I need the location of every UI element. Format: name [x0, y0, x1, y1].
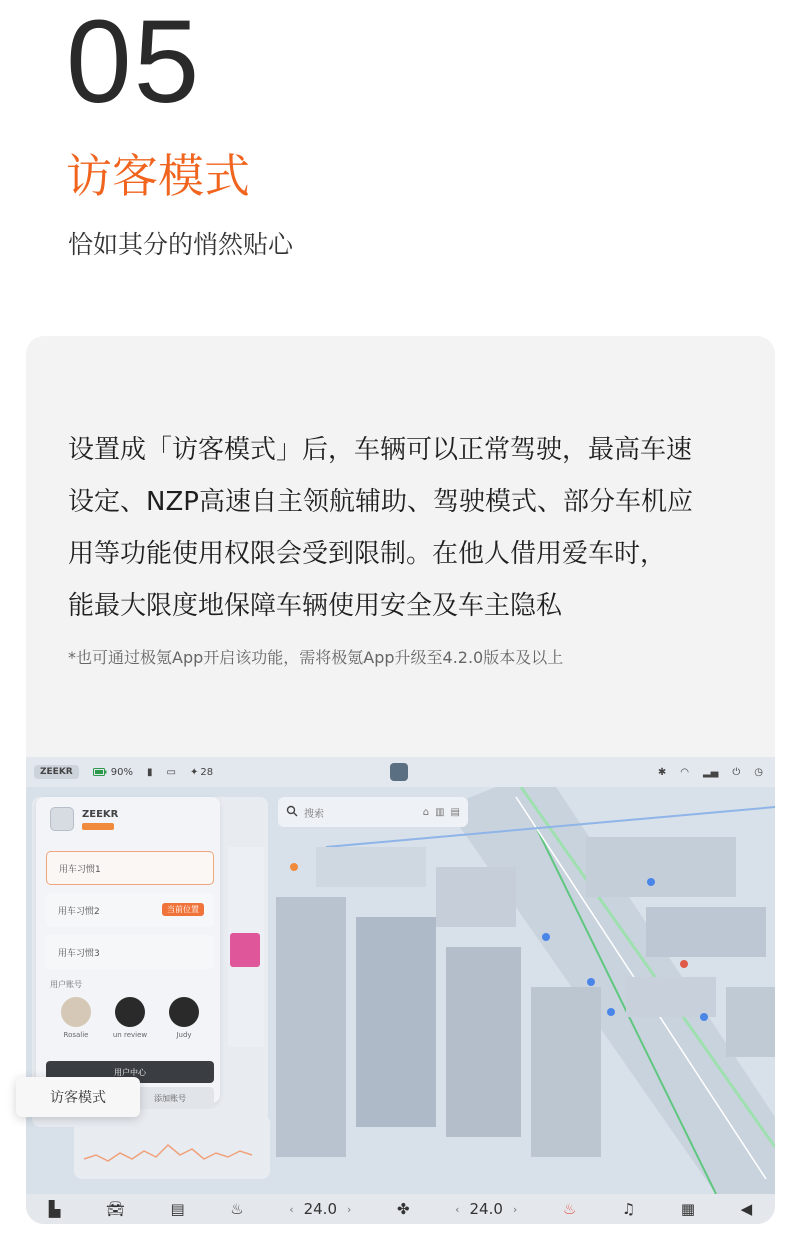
apps-icon[interactable]: ▦ — [680, 1200, 696, 1218]
temp-down-button[interactable]: ‹ — [455, 1202, 460, 1216]
people-label: 用户账号 — [50, 980, 82, 989]
music-icon[interactable]: ♫ — [621, 1200, 636, 1218]
left-temp-value: 24.0 — [303, 1200, 337, 1218]
map-search-bar[interactable] — [278, 797, 468, 827]
signal-icon: ▂▄ — [702, 766, 719, 778]
seat-heat-icon[interactable]: ▤ — [170, 1200, 185, 1218]
section-subtitle: 恰如其分的悄然贴心 — [68, 230, 294, 259]
temp-up-button[interactable]: › — [512, 1202, 518, 1216]
section-number: 05 — [66, 0, 202, 128]
stats-icon[interactable]: ▙ — [48, 1200, 61, 1218]
leaf-icon: ✦ — [189, 766, 199, 778]
profile-avatar[interactable] — [50, 807, 74, 831]
description-line: 设定、NZP高速自主领航辅助、驾驶模式、部分车机应 — [68, 487, 693, 517]
app-center-icon[interactable] — [390, 763, 408, 781]
car-icon[interactable]: 🚘︎ — [105, 1200, 125, 1218]
visitor-mode-chip[interactable]: 访客模式 — [16, 1077, 140, 1117]
user-center-button[interactable]: 用户中心 — [46, 1061, 214, 1083]
description-line: 设置成「访客模式」后，车辆可以正常驾驶，最高车速 — [68, 435, 693, 465]
profile-brand: ZEEKR — [82, 808, 119, 820]
volume-icon[interactable]: ◀ — [740, 1200, 753, 1218]
description — [68, 424, 748, 632]
user-avatar[interactable]: Rosalie — [56, 997, 96, 1039]
current-tag: 当前位置 — [162, 903, 204, 916]
account-option-1[interactable]: 用车习惯1 — [46, 851, 214, 885]
car-screen — [26, 757, 775, 1224]
temp-down-button[interactable]: ‹ — [289, 1202, 294, 1216]
description-line: 能最大限度地保障车辆使用安全及车主隐私 — [68, 591, 563, 621]
search-icon — [286, 805, 298, 820]
left-temp-control[interactable] — [289, 1200, 351, 1218]
account-option-3[interactable]: 用车习惯3 — [46, 935, 214, 969]
album-art[interactable] — [230, 933, 260, 967]
search-input[interactable]: 搜索 — [304, 808, 324, 820]
energy-graph-card[interactable] — [74, 1115, 270, 1179]
right-temp-control[interactable] — [455, 1200, 517, 1218]
right-temp-value: 24.0 — [469, 1200, 503, 1218]
battery-indicator — [93, 767, 133, 778]
avatar — [115, 997, 145, 1027]
user-avatar[interactable]: Judy — [164, 997, 204, 1039]
fan-icon[interactable]: ✤ — [396, 1200, 410, 1218]
profile-switcher-panel — [36, 797, 220, 1103]
membership-badge — [82, 823, 114, 830]
add-account-button[interactable]: 添加账号 — [126, 1087, 214, 1109]
profile-pill[interactable]: ZEEKR — [34, 765, 79, 779]
account-option-2[interactable]: 用车习惯2 当前位置 — [46, 893, 214, 927]
status-right — [658, 757, 763, 787]
avatar — [169, 997, 199, 1027]
door-icon: ▮ — [146, 766, 153, 778]
home-icon[interactable]: ⌂ — [422, 806, 430, 818]
battery-percent: 90% — [110, 766, 133, 778]
company-icon[interactable]: ▥ — [435, 806, 445, 818]
section-title: 访客模式 — [66, 149, 250, 203]
profile-header — [50, 807, 118, 831]
avatar — [61, 997, 91, 1027]
outside-temp: ✦ 28 — [189, 766, 214, 778]
battery-icon — [93, 768, 107, 776]
favorite-icon[interactable]: ▤ — [450, 806, 460, 818]
temp-up-button[interactable]: › — [347, 1202, 352, 1216]
status-bar — [26, 757, 775, 787]
description-line: 用等功能使用权限会受到限制。在他人借用爱车时， — [68, 539, 667, 569]
footnote: *也可通过极氪App开启该功能，需将极氪App升级至4.2.0版本及以上 — [68, 648, 564, 667]
power-icon: ⏻ — [732, 766, 741, 778]
clock-icon: ◷ — [754, 766, 763, 778]
energy-chart — [74, 1115, 270, 1179]
wifi-icon: ◠ — [680, 766, 689, 778]
dock-bar — [26, 1194, 775, 1224]
bluetooth-icon: ✱ — [657, 766, 667, 778]
camera-icon: ▭ — [166, 766, 176, 778]
seat-icon[interactable]: ♨ — [562, 1200, 577, 1218]
seat-icon[interactable]: ♨ — [230, 1200, 244, 1218]
user-avatar[interactable]: un review — [110, 997, 150, 1039]
